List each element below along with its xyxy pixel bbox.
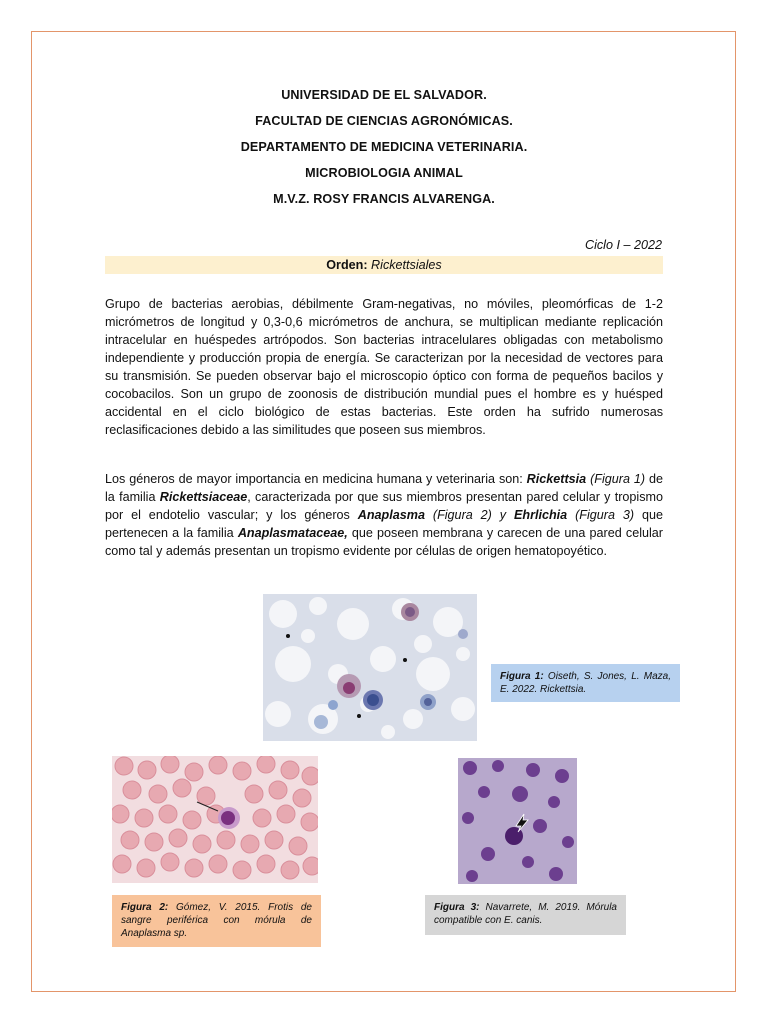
figure-3-image [458, 758, 577, 884]
order-heading [105, 256, 663, 274]
family-anaplasmataceae: Anaplasmataceae, [237, 526, 348, 540]
figure-1-caption-text: Oiseth, S. Jones, L. Maza, E. 2022. Rickettsia. [500, 671, 671, 695]
figure-1-label: Figura 1: [500, 671, 544, 682]
p2-text-1: Los géneros de mayor importancia en medicina humana y veterinaria son: [105, 472, 527, 486]
p2-text-5: que poseen membrana y carecen de una pared celular como tal y además presentan un tropismo evidente por células de origen hematopoyético. [105, 526, 663, 558]
paragraph-description: Grupo de bacterias aerobias, débilmente Gram-negativas, no móviles, pleomórficas de 1-2 micrómetros de longitud y 0,3-0,6 micrómetros de anchura, se multiplican mediante replicación intracelular en huéspedes artrópodos. Son bacterias intracelulares obligadas con metabolismo independiente y producción propia de energía. Se caracterizan por la necesidad de vectores para su transmisión. Se pueden observar bajo el microscopio óptico con forma de pequeños bacilos y cocobacilos. Son un grupo de zoonosis de distribución mundial pues el hombre es y huésped accidental en el ciclo biológico de estas bacterias. Este orden ha sufrido numerosas reclasificaciones debido a las similitudes que poseen sus miembros. [105, 297, 663, 437]
figure-3-caption [425, 895, 626, 935]
figure-ref-1: (Figura 1) [586, 472, 646, 486]
order-value: Rickettsiales [371, 258, 442, 272]
p2-text-4: que pertenecen a la familia [105, 508, 664, 540]
header-department: DEPARTAMENTO DE MEDICINA VETERINARIA. [240, 140, 528, 154]
figure-2-caption [112, 895, 321, 947]
genus-ehrlichia: Ehrlichia [513, 508, 568, 522]
document-header [0, 82, 768, 212]
p2-text-3: , caracterizada por que sus miembros presentan pared celular y tropismo por el endotelio vascular; y los géneros [105, 490, 664, 522]
order-label: Orden: [326, 258, 368, 272]
figure-ref-3: (Figura 3) [567, 508, 635, 522]
family-rickettsiaceae: Rickettsiaceae [159, 490, 248, 504]
figure-2-image [112, 756, 318, 883]
figure-3-caption-text: Navarrete, M. 2019. Mórula compatible con E. canis. [434, 902, 617, 926]
genus-anaplasma: Anaplasma [357, 508, 425, 522]
header-course: MICROBIOLOGIA ANIMAL [305, 166, 463, 180]
figure-3-label: Figura 3: [434, 902, 480, 913]
header-instructor: M.V.Z. ROSY FRANCIS ALVARENGA. [273, 192, 495, 206]
figure-2-caption-text: Gómez, V. 2015. Frotis de sangre periférica con mórula de Anaplasma sp. [121, 902, 312, 939]
cycle-label: Ciclo I – 2022 [584, 238, 662, 252]
figure-1-caption [491, 664, 680, 702]
header-university: UNIVERSIDAD DE EL SALVADOR. [281, 88, 487, 102]
genus-rickettsia: Rickettsia [526, 472, 587, 486]
figure-ref-2: (Figura 2) y [424, 508, 514, 522]
figure-1-image [263, 594, 477, 741]
figure-2-label: Figura 2: [121, 902, 169, 913]
p2-text-2: de la familia [105, 472, 664, 504]
header-faculty: FACULTAD DE CIENCIAS AGRONÓMICAS. [255, 114, 513, 128]
paragraph-genera [105, 470, 663, 560]
